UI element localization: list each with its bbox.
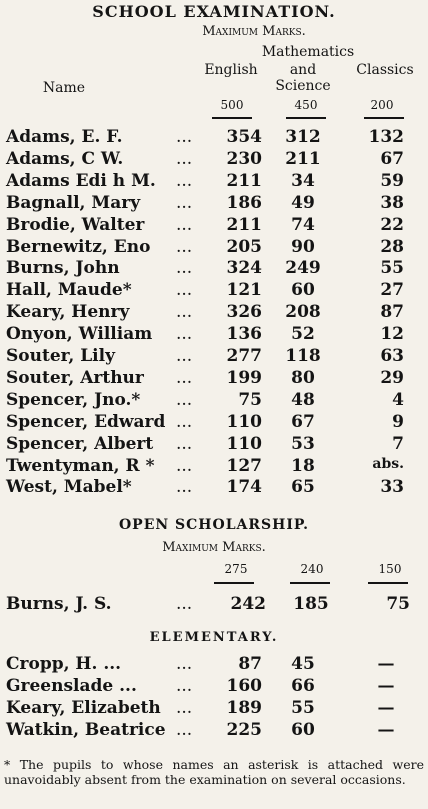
table-row — [0, 698, 428, 720]
row-classics-mark: 29 — [380, 367, 404, 388]
row-maths-mark: 211 — [285, 148, 321, 169]
classics-header: Classics — [356, 62, 414, 78]
row-name: Bernewitz, Eno — [6, 236, 151, 257]
english-header: English — [204, 62, 258, 78]
row-name: Keary, Henry — [6, 302, 130, 323]
row-dots: ... — [176, 389, 193, 410]
row-dots: ... — [176, 214, 193, 235]
row-classics-mark: — — [377, 720, 395, 740]
row-english-mark: 136 — [226, 324, 262, 345]
open-scholarship-title: OPEN SCHOLARSHIP. — [118, 517, 310, 533]
row-name: Onyon, William — [6, 324, 153, 345]
row-dots: ... — [176, 676, 193, 696]
row-maths-mark: 249 — [285, 258, 321, 279]
row-dots: ... — [176, 127, 193, 147]
row-maths-mark: 67 — [291, 411, 315, 432]
footnote: * The pupils to whose names an asterisk is attached were unavoidably absent from the examination on several occasions. — [4, 757, 424, 787]
row-maths-mark: 208 — [285, 302, 321, 323]
table-row — [0, 302, 428, 324]
row-maths-mark: 312 — [285, 127, 321, 147]
table-row — [0, 215, 428, 237]
row-dots: ... — [176, 433, 193, 454]
row-classics-mark: 132 — [368, 127, 404, 147]
table-row — [0, 171, 428, 193]
row-english-mark: 110 — [226, 433, 262, 454]
row-classics-mark: — — [377, 698, 395, 718]
open-rule-c3 — [368, 582, 408, 584]
row-classics-mark: 59 — [380, 170, 404, 191]
table-row — [0, 594, 428, 616]
table-row — [0, 368, 428, 390]
row-english-mark: 354 — [226, 127, 262, 147]
row-maths-mark: 48 — [291, 389, 315, 410]
row-name: Hall, Maude* — [6, 280, 132, 301]
open-rule-c2 — [290, 582, 330, 584]
max-english: 500 — [220, 98, 244, 112]
row-name: Burns, John — [6, 258, 120, 279]
name-header: Name — [42, 80, 86, 96]
row-dots: ... — [176, 367, 193, 388]
row-english-mark: 277 — [226, 346, 262, 366]
row-classics-mark: 7 — [392, 433, 404, 454]
table-row — [0, 456, 428, 478]
row-dots: ... — [176, 302, 193, 323]
row-dots: ... — [176, 236, 193, 257]
row-dots: ... — [176, 411, 193, 432]
table-row — [0, 193, 428, 215]
row-english-mark: 230 — [226, 148, 262, 169]
row-maths-mark: 66 — [291, 676, 315, 696]
row-english-mark: 186 — [226, 192, 262, 213]
row-maths-mark: 185 — [293, 594, 329, 614]
table-row — [0, 434, 428, 456]
row-name: Souter, Lily — [6, 346, 115, 366]
row-dots: ... — [176, 455, 193, 476]
row-name: Brodie, Walter — [6, 214, 145, 235]
open-max-c3: 150 — [378, 562, 402, 576]
row-maths-mark: 90 — [291, 236, 315, 257]
maths-header-line3: Science — [275, 78, 331, 94]
row-classics-mark: 87 — [380, 302, 404, 323]
row-english-mark: 75 — [238, 389, 262, 410]
school-exam-title: SCHOOL EXAMINATION. — [92, 2, 336, 21]
row-dots: ... — [176, 170, 193, 191]
row-maths-mark: 18 — [291, 455, 315, 476]
row-name: Cropp, H. ... — [6, 654, 122, 674]
row-dots: ... — [176, 324, 193, 345]
row-english-mark: 199 — [226, 367, 262, 388]
row-maths-mark: 34 — [291, 170, 315, 191]
row-dots: ... — [176, 477, 193, 498]
row-name: Adams Edi h M. — [6, 170, 156, 191]
row-maths-mark: 60 — [291, 720, 315, 740]
row-classics-mark: 55 — [380, 258, 404, 279]
row-english-mark: 324 — [226, 258, 262, 279]
row-classics-mark: 67 — [380, 148, 404, 169]
row-dots: ... — [176, 698, 193, 718]
row-dots: ... — [176, 346, 193, 366]
table-row — [0, 390, 428, 412]
row-name: Twentyman, R * — [6, 455, 155, 476]
row-classics-mark: 75 — [386, 594, 410, 614]
table-row — [0, 258, 428, 280]
row-dots: ... — [176, 280, 193, 301]
max-classics: 200 — [370, 98, 394, 112]
row-classics-mark: 28 — [380, 236, 404, 257]
row-name: West, Mabel* — [6, 477, 132, 498]
row-name: Spencer, Edward — [6, 411, 166, 432]
row-maths-mark: 118 — [285, 346, 321, 366]
row-english-mark: 242 — [230, 594, 266, 614]
row-classics-mark: — — [377, 654, 395, 674]
row-classics-mark: 38 — [380, 192, 404, 213]
maths-header-line1: Mathematics — [261, 44, 355, 60]
row-maths-mark: 45 — [291, 654, 315, 674]
row-english-mark: 189 — [226, 698, 262, 718]
table-row — [0, 324, 428, 346]
row-english-mark: 160 — [226, 676, 262, 696]
rule-classics — [364, 117, 404, 119]
table-row — [0, 412, 428, 434]
row-dots: ... — [176, 258, 193, 279]
row-name: Burns, J. S. — [6, 594, 112, 614]
row-name: Spencer, Jno.* — [6, 389, 141, 410]
row-classics-mark: 9 — [392, 411, 404, 432]
row-dots: ... — [176, 192, 193, 213]
row-dots: ... — [176, 720, 193, 740]
table-row — [0, 237, 428, 259]
rule-maths — [286, 117, 326, 119]
row-english-mark: 127 — [226, 455, 262, 476]
row-english-mark: 87 — [238, 654, 262, 674]
row-classics-mark: — — [377, 676, 395, 696]
row-english-mark: 326 — [226, 302, 262, 323]
row-english-mark: 174 — [226, 477, 262, 498]
row-maths-mark: 74 — [291, 214, 315, 235]
table-row — [0, 280, 428, 302]
elementary-title: ELEMENTARY. — [149, 630, 279, 645]
row-maths-mark: 52 — [291, 324, 315, 345]
row-dots: ... — [176, 654, 193, 674]
row-name: Greenslade ... — [6, 676, 137, 696]
row-english-mark: 211 — [226, 214, 262, 235]
row-english-mark: 121 — [226, 280, 262, 301]
table-row — [0, 127, 428, 149]
open-max-c1: 275 — [224, 562, 248, 576]
row-name: Spencer, Albert — [6, 433, 154, 454]
row-maths-mark: 53 — [291, 433, 315, 454]
row-classics-mark: 63 — [380, 346, 404, 366]
row-name: Keary, Elizabeth — [6, 698, 161, 718]
row-maths-mark: 60 — [291, 280, 315, 301]
max-maths: 450 — [294, 98, 318, 112]
table-row — [0, 654, 428, 676]
open-max-c2: 240 — [300, 562, 324, 576]
open-max-marks-label: Maximum Marks. — [162, 540, 266, 555]
row-name: Bagnall, Mary — [6, 192, 141, 213]
open-rule-c1 — [214, 582, 254, 584]
row-dots: ... — [176, 148, 193, 169]
row-maths-mark: 80 — [291, 367, 315, 388]
table-row — [0, 149, 428, 171]
table-row — [0, 676, 428, 698]
row-classics-mark: 27 — [380, 280, 404, 301]
school-exam-max-marks-label: Maximum Marks. — [202, 24, 306, 39]
row-maths-mark: 55 — [291, 698, 315, 718]
row-classics-mark: 33 — [380, 477, 404, 498]
row-name: Souter, Arthur — [6, 367, 144, 388]
row-maths-mark: 49 — [291, 192, 315, 213]
table-row — [0, 346, 428, 368]
row-dots: ... — [176, 594, 193, 614]
row-english-mark: 110 — [226, 411, 262, 432]
row-english-mark: 225 — [226, 720, 262, 740]
table-row — [0, 477, 428, 499]
row-name: Watkin, Beatrice — [6, 720, 166, 740]
row-english-mark: 211 — [226, 170, 262, 191]
row-name: Adams, E. F. — [6, 127, 123, 147]
table-row — [0, 720, 428, 742]
row-classics-mark: abs. — [372, 455, 404, 472]
row-name: Adams, C W. — [6, 148, 124, 169]
rule-english — [212, 117, 252, 119]
row-classics-mark: 22 — [380, 214, 404, 235]
row-classics-mark: 12 — [380, 324, 404, 345]
row-classics-mark: 4 — [392, 389, 404, 410]
row-maths-mark: 65 — [291, 477, 315, 498]
row-english-mark: 205 — [226, 236, 262, 257]
maths-header-line2: and — [289, 62, 317, 78]
